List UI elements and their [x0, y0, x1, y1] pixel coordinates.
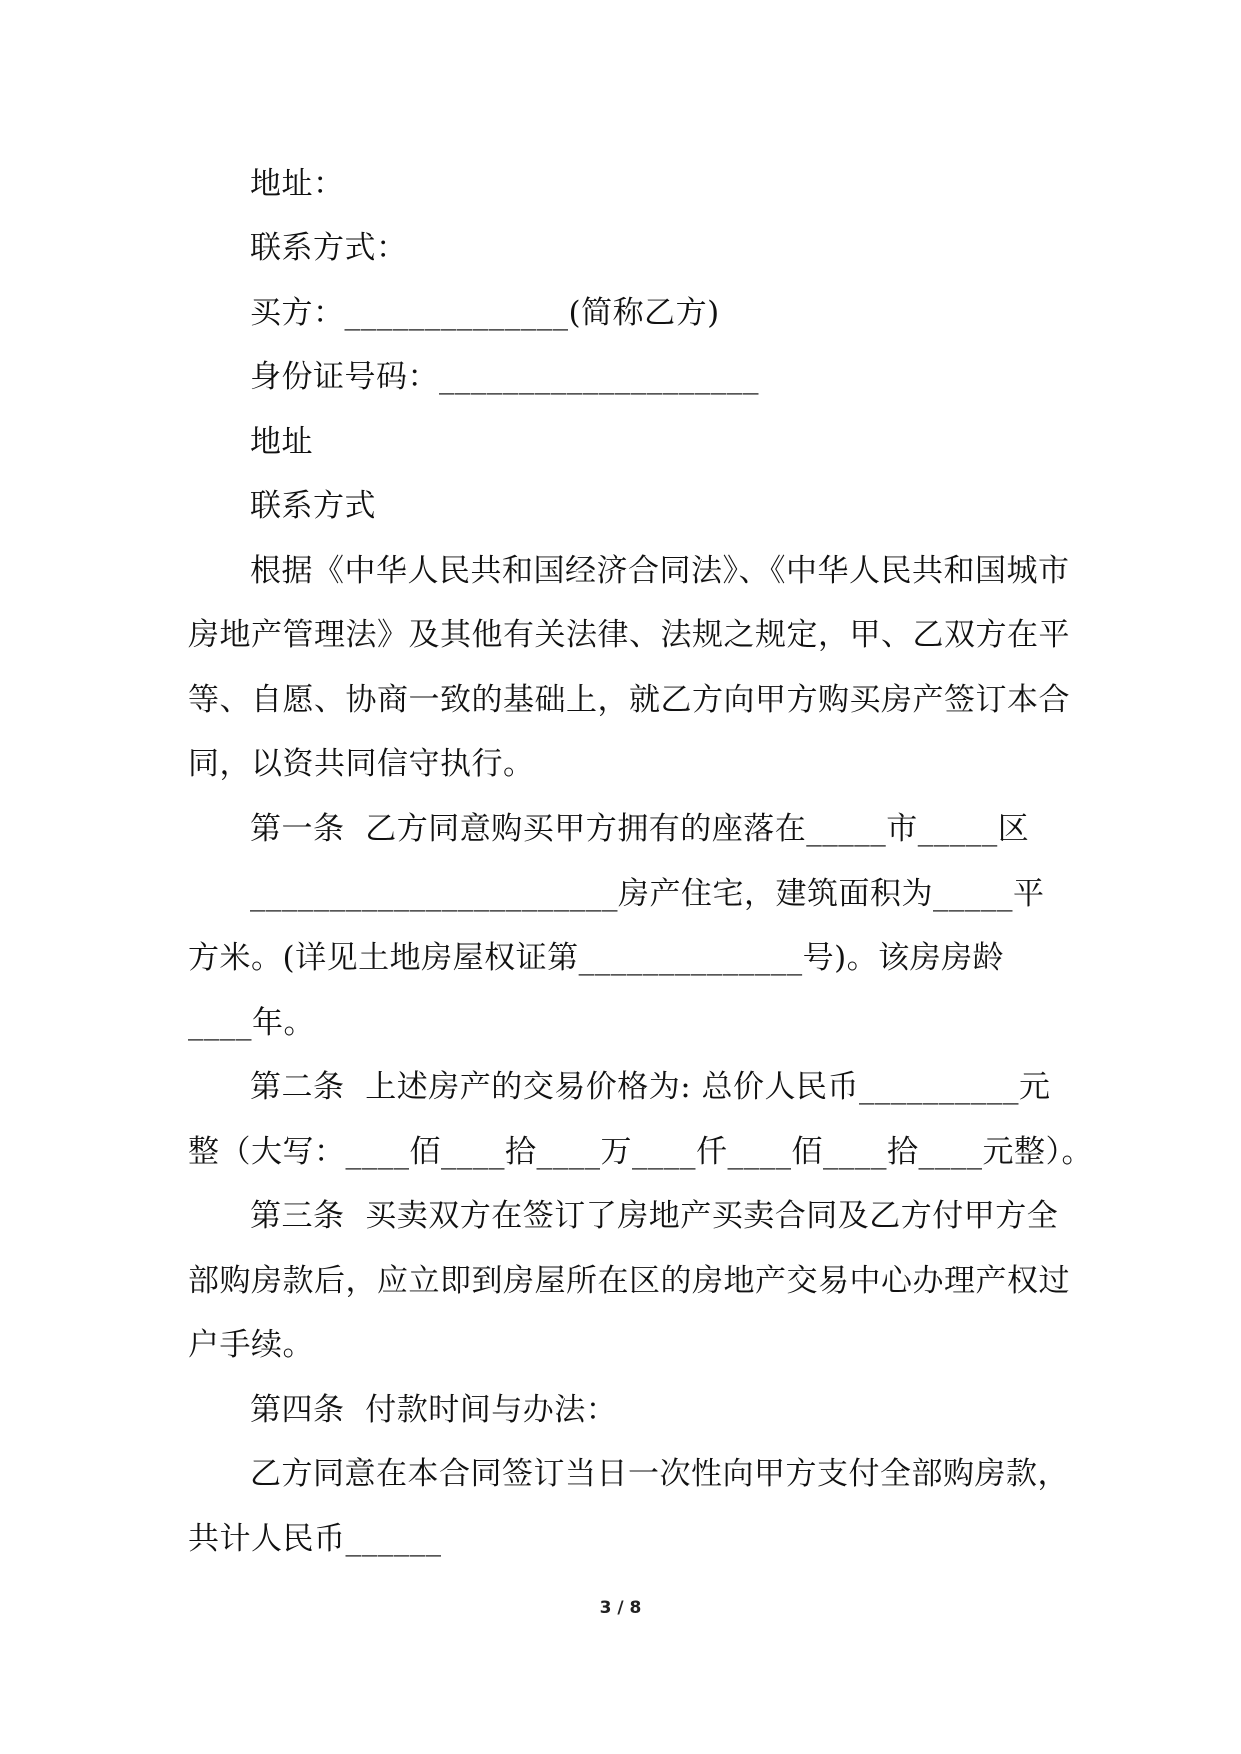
article-2-line-2: 整（大写：____佰____拾____万____仟____佰____拾____元整）。: [188, 1134, 1093, 1170]
buyer-address-label: 地址: [250, 424, 313, 460]
preamble-line-4: 同，以资共同信守执行。: [188, 746, 535, 782]
preamble-line-3: 等、自愿、协商一致的基础上，就乙方向甲方购买房产签订本合: [188, 682, 1070, 718]
article-3-line-2: 部购房款后，应立即到房屋所在区的房地产交易中心办理产权过: [188, 1263, 1070, 1299]
article-1-line-1: 第一条 乙方同意购买甲方拥有的座落在_____市_____区: [250, 811, 1030, 847]
article-1-line-2: _______________________房产住宅，建筑面积为_____平: [250, 876, 1045, 912]
seller-address-label: 地址：: [250, 166, 345, 202]
article-4-line-2: 共计人民币______: [188, 1521, 442, 1557]
preamble-line-2: 房地产管理法》及其他有关法律、法规之规定，甲、乙双方在平: [188, 617, 1070, 653]
buyer-contact-label: 联系方式: [250, 488, 376, 524]
page-number: 3 / 8: [599, 1598, 642, 1618]
buyer-name-line: 买方：______________(简称乙方): [250, 295, 720, 331]
article-4-line-1: 乙方同意在本合同签订当日一次性向甲方支付全部购房款，: [250, 1456, 1069, 1492]
article-1-line-4: ____年。: [188, 1005, 315, 1041]
buyer-id-line: 身份证号码：____________________: [250, 359, 759, 395]
article-1-line-3: 方米。(详见土地房屋权证第______________号)。该房房龄: [188, 940, 1005, 976]
article-3-line-1: 第三条 买卖双方在签订了房地产买卖合同及乙方付甲方全: [250, 1198, 1059, 1234]
article-3-line-3: 户手续。: [188, 1327, 314, 1363]
article-4-title: 第四条 付款时间与办法：: [250, 1392, 618, 1428]
article-2-line-1: 第二条 上述房产的交易价格为: 总价人民币__________元: [250, 1069, 1051, 1105]
preamble-line-1: 根据《中华人民共和国经济合同法》、《中华人民共和国城市: [250, 553, 1070, 589]
seller-contact-label: 联系方式：: [250, 230, 408, 266]
